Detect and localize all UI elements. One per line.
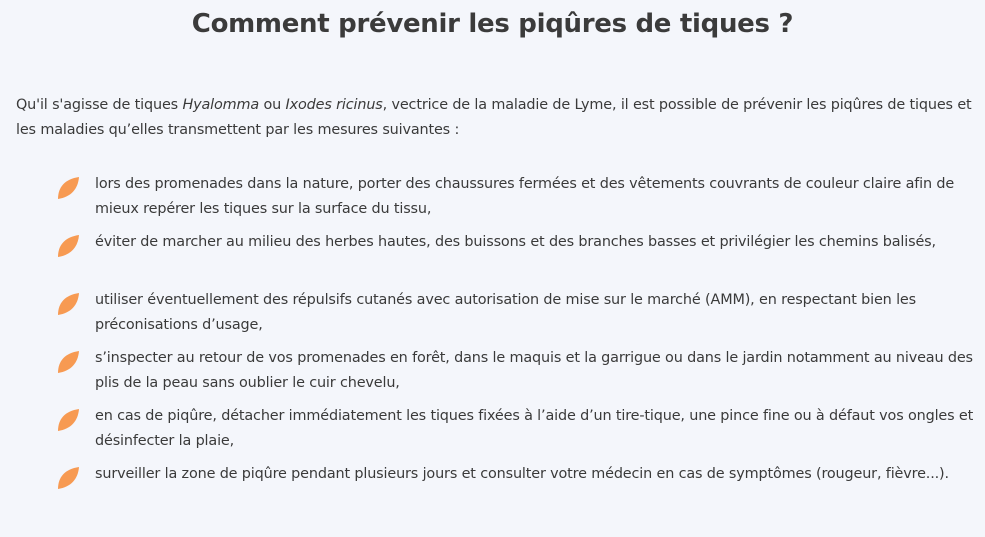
list-item-text: éviter de marcher au milieu des herbes hautes, des buissons et des branches basses et privilégier les chemins balisés, xyxy=(95,234,936,250)
list-item xyxy=(0,228,985,286)
leaf-bullet-icon xyxy=(55,407,81,433)
intro-species-hyalomma: Hyalomma xyxy=(182,97,260,113)
leaf-bullet-icon xyxy=(55,465,81,491)
list-item xyxy=(0,286,985,344)
list-item xyxy=(0,402,985,460)
leaf-bullet-icon xyxy=(55,349,81,375)
intro-paragraph xyxy=(16,93,978,143)
intro-species-ixodes: Ixodes ricinus xyxy=(285,97,383,113)
list-item xyxy=(0,170,985,228)
leaf-bullet-icon xyxy=(55,175,81,201)
intro-text-part1: Qu'il s'agisse de tiques xyxy=(16,97,183,113)
page-title: Comment prévenir les piqûres de tiques ? xyxy=(191,9,794,39)
list-item-text: s’inspecter au retour de vos promenades en forêt, dans le maquis et la garrigue ou dans le jardin notamment au niveau des plis de la peau sans oublier le cuir chevelu, xyxy=(95,350,973,391)
list-item-text: utiliser éventuellement des répulsifs cutanés avec autorisation de mise sur le marché (AMM), en respectant bien les préconisations d’usage, xyxy=(95,292,916,333)
list-item-text: lors des promenades dans la nature, porter des chaussures fermées et des vêtements couvrants de couleur claire afin de mieux repérer les tiques sur la surface du tissu, xyxy=(95,176,955,217)
leaf-bullet-icon xyxy=(55,291,81,317)
list-item xyxy=(0,344,985,402)
leaf-bullet-icon xyxy=(55,233,81,259)
intro-text-part2: ou xyxy=(259,97,286,113)
list-item-text: surveiller la zone de piqûre pendant plusieurs jours et consulter votre médecin en cas de symptômes (rougeur, fièvre...). xyxy=(95,466,949,482)
list-item xyxy=(0,460,985,518)
list-item-text: en cas de piqûre, détacher immédiatement les tiques fixées à l’aide d’un tire-tique, une pince fine ou à défaut vos ongles et désinfecter la plaie, xyxy=(95,408,974,449)
intro-text-part3: , vectrice de la maladie de Lyme, il est possible de prévenir les piqûres de tiques et les maladies qu’elles transmettent par les mesures suivantes : xyxy=(16,97,972,138)
prevention-list xyxy=(0,170,985,518)
